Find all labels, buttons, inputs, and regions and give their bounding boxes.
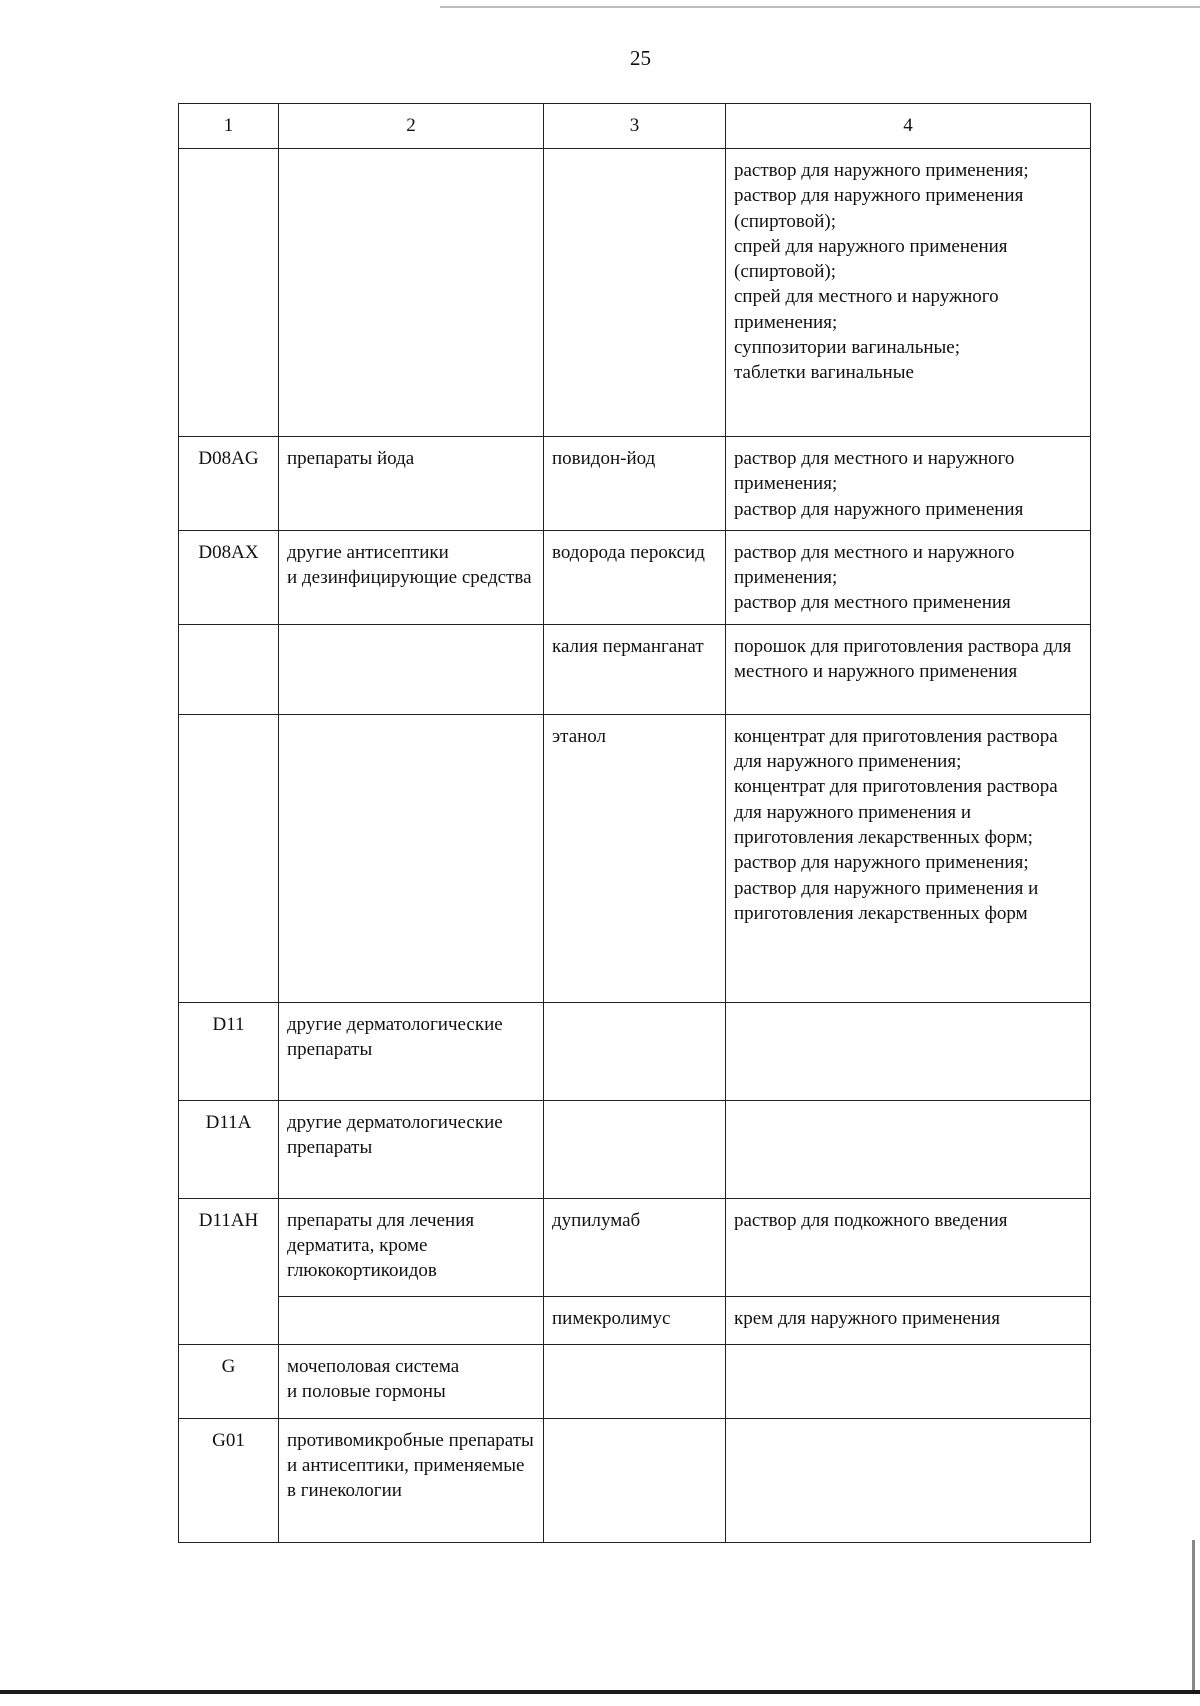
form-cell: порошок для приготовления раствора для местного и наружного применения <box>726 624 1091 714</box>
code-cell <box>179 624 279 714</box>
table-row <box>179 1344 1091 1418</box>
table-row <box>179 149 1091 437</box>
header-cell-2: 2 <box>279 104 544 149</box>
header-cell-4: 4 <box>726 104 1091 149</box>
group-cell: другие дерматологические препараты <box>279 1100 544 1198</box>
code-cell <box>179 714 279 1002</box>
substance-cell <box>544 1100 726 1198</box>
substance-cell <box>544 1002 726 1100</box>
form-cell: крем для наружного применения <box>726 1296 1091 1344</box>
code-cell: G01 <box>179 1418 279 1542</box>
group-cell <box>279 149 544 437</box>
table-row <box>179 714 1091 1002</box>
table-row <box>179 1002 1091 1100</box>
substance-cell: повидон-йод <box>544 437 726 531</box>
table-row <box>179 1100 1091 1198</box>
code-cell: D11A <box>179 1100 279 1198</box>
code-cell: G <box>179 1344 279 1418</box>
header-cell-3: 3 <box>544 104 726 149</box>
substance-cell: водорода пероксид <box>544 530 726 624</box>
table-row <box>179 437 1091 531</box>
scan-bottom-rule <box>0 1690 1200 1694</box>
group-cell: препараты йода <box>279 437 544 531</box>
form-cell: раствор для местного и наружного применения; раствор для местного применения <box>726 530 1091 624</box>
substance-cell: этанол <box>544 714 726 1002</box>
drug-table <box>178 103 1091 1543</box>
code-cell: D11 <box>179 1002 279 1100</box>
group-cell: противомикробные препараты и антисептики, применяемые в гинекологии <box>279 1418 544 1542</box>
code-cell: D11AH <box>179 1198 279 1344</box>
group-cell: другие дерматологические препараты <box>279 1002 544 1100</box>
group-cell <box>279 714 544 1002</box>
code-cell: D08AG <box>179 437 279 531</box>
substance-cell: пимекролимус <box>544 1296 726 1344</box>
substance-cell <box>544 1418 726 1542</box>
form-cell <box>726 1344 1091 1418</box>
form-cell: раствор для подкожного введения <box>726 1198 1091 1296</box>
substance-cell: дупилумаб <box>544 1198 726 1296</box>
code-cell: D08AX <box>179 530 279 624</box>
form-cell: раствор для местного и наружного применения; раствор для наружного применения <box>726 437 1091 531</box>
form-cell: раствор для наружного применения; раствор для наружного применения (спиртовой); спрей для наружного применения (спиртовой); спрей для местного и наружного применения; суппозитории вагинальные; таблетки вагинальные <box>726 149 1091 437</box>
table-row <box>179 1296 1091 1344</box>
scan-top-rule <box>440 6 1200 8</box>
form-cell <box>726 1100 1091 1198</box>
form-cell <box>726 1418 1091 1542</box>
table-row <box>179 1418 1091 1542</box>
group-cell: мочеполовая система и половые гормоны <box>279 1344 544 1418</box>
code-cell <box>179 149 279 437</box>
table-row <box>179 624 1091 714</box>
form-cell: концентрат для приготовления раствора для наружного применения; концентрат для приготовления раствора для наружного применения и приготовления лекарственных форм; раствор для наружного применения; раствор для наружного применения и приготовления лекарственных форм <box>726 714 1091 1002</box>
substance-cell <box>544 1344 726 1418</box>
scan-right-edge <box>1192 1540 1195 1690</box>
table-header-row <box>179 104 1091 149</box>
group-cell <box>279 624 544 714</box>
group-cell: препараты для лечения дерматита, кроме глюкокортикоидов <box>279 1198 544 1296</box>
form-cell <box>726 1002 1091 1100</box>
header-cell-1: 1 <box>179 104 279 149</box>
substance-cell <box>544 149 726 437</box>
group-cell: другие антисептики и дезинфицирующие средства <box>279 530 544 624</box>
group-cell <box>279 1296 544 1344</box>
substance-cell: калия перманганат <box>544 624 726 714</box>
table-row <box>179 530 1091 624</box>
table-row <box>179 1198 1091 1296</box>
page-number: 25 <box>630 46 651 70</box>
